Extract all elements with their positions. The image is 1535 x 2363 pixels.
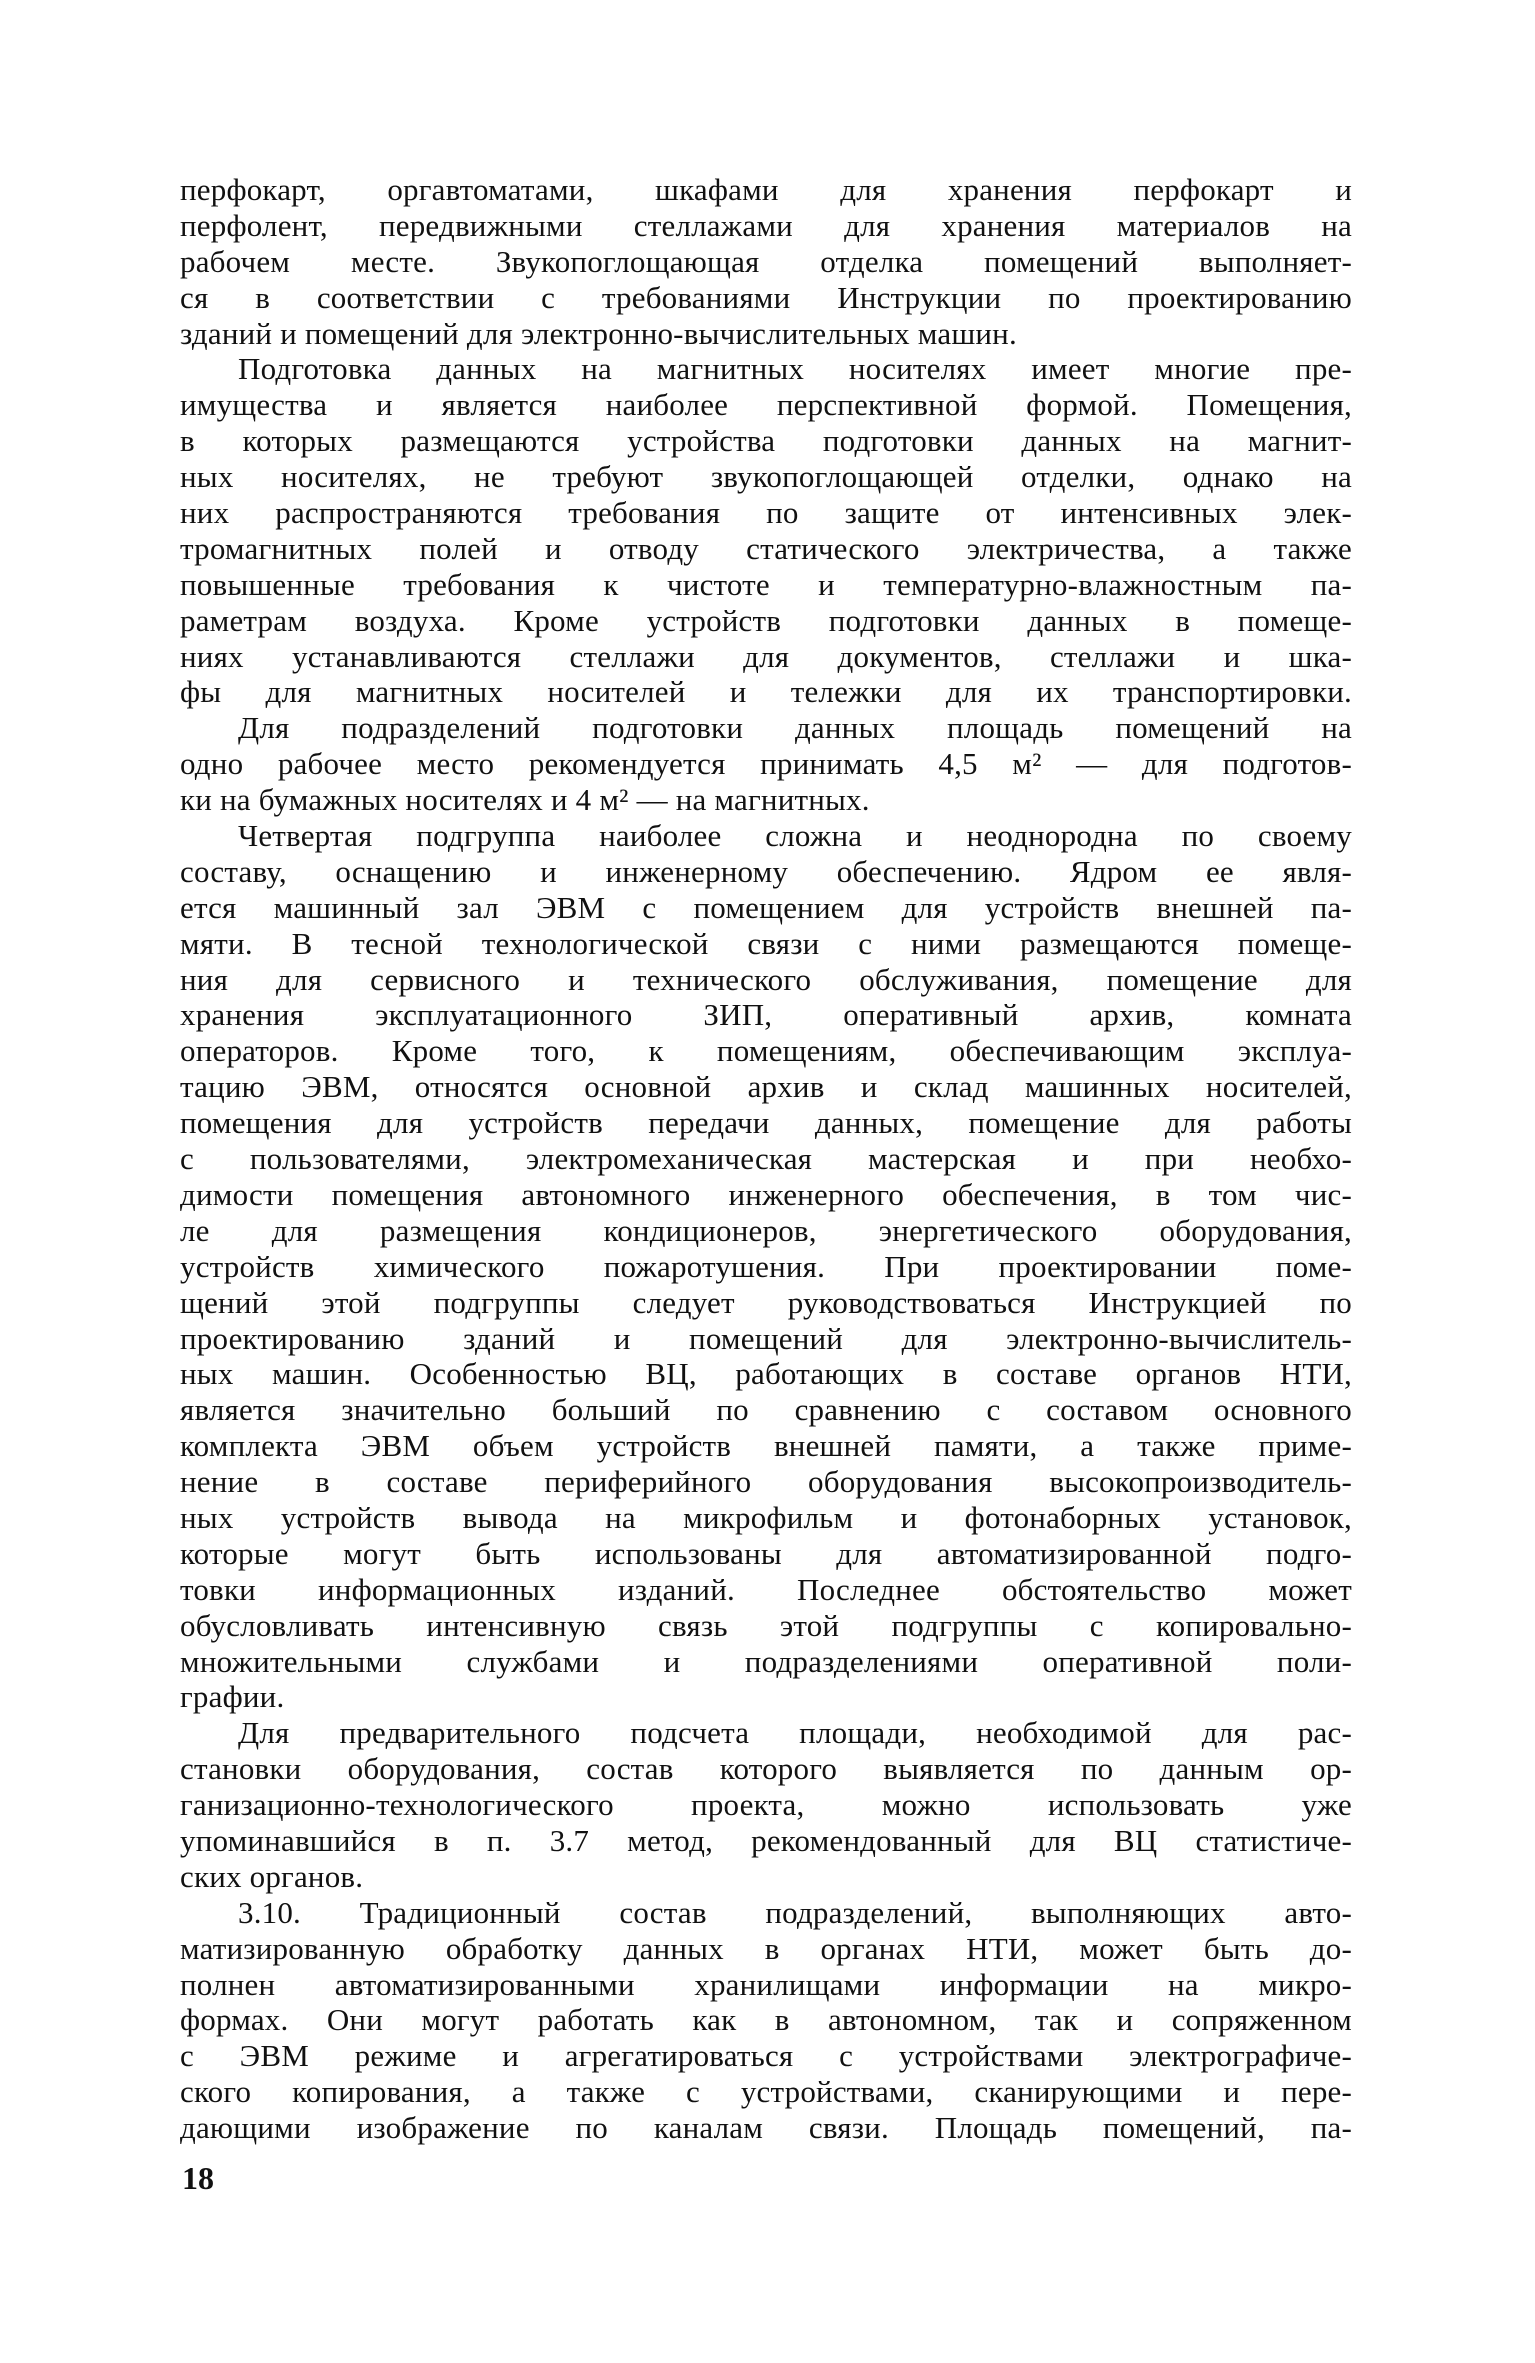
paragraph	[180, 710, 1352, 818]
text-line: тромагнитных полей и отводу статического электричества, а также	[180, 530, 1352, 566]
paragraph	[180, 1715, 1352, 1894]
text-line: графии.	[180, 1679, 285, 1715]
text-line: перфолент, передвижными стеллажами для хранения материалов на	[180, 207, 1352, 243]
text-line: раметрам воздуха. Кроме устройств подготовки данных в помеще-	[180, 602, 1352, 638]
text-line: ся в соответствии с требованиями Инструкции по проектированию	[180, 279, 1352, 315]
paragraph	[180, 172, 1352, 351]
text-line: с пользователями, электромеханическая мастерская и при необхо-	[180, 1141, 1352, 1177]
text-line: в которых размещаются устройства подготовки данных на магнит-	[180, 423, 1352, 459]
paragraph	[180, 351, 1352, 710]
text-line: помещения для устройств передачи данных, помещение для работы	[180, 1105, 1352, 1141]
text-line: ных устройств вывода на микрофильм и фотонаборных установок,	[180, 1499, 1352, 1535]
text-line: формах. Они могут работать как в автономном, так и сопряженном	[180, 2002, 1352, 2038]
text-line: Для подразделений подготовки данных площадь помещений на	[238, 710, 1352, 746]
text-line: рабочем месте. Звукопоглощающая отделка помещений выполняет-	[180, 243, 1352, 279]
text-line: дающими изображение по каналам связи. Площадь помещений, па-	[180, 2110, 1352, 2146]
page-body	[180, 172, 1352, 2146]
text-line: множительными службами и подразделениями оперативной поли-	[180, 1643, 1352, 1679]
text-line: ки на бумажных носителях и 4 м² — на магнитных.	[180, 782, 870, 818]
text-line: них распространяются требования по защите от интенсивных элек-	[180, 495, 1352, 531]
text-line: ниях устанавливаются стеллажи для документов, стеллажи и шка-	[180, 638, 1352, 674]
paragraph	[180, 1895, 1352, 2146]
text-line: матизированную обработку данных в органах НТИ, может быть до-	[180, 1930, 1352, 1966]
text-line: ных машин. Особенностью ВЦ, работающих в составе органов НТИ,	[180, 1356, 1352, 1392]
text-line: ского копирования, а также с устройствами, сканирующими и пере-	[180, 2074, 1352, 2110]
text-line: димости помещения автономного инженерного обеспечения, в том чис-	[180, 1176, 1352, 1212]
text-line: ния для сервисного и технического обслуживания, помещение для	[180, 961, 1352, 997]
text-line: нение в составе периферийного оборудования высокопроизводитель-	[180, 1464, 1352, 1500]
text-line: фы для магнитных носителей и тележки для их транспортировки.	[180, 674, 1352, 710]
text-line: ганизационно-технологического проекта, можно использовать уже	[180, 1787, 1352, 1823]
text-line: 3.10. Традиционный состав подразделений, выполняющих авто-	[238, 1894, 1352, 1930]
text-line: которые могут быть использованы для автоматизированной подго-	[180, 1535, 1352, 1571]
text-line: тацию ЭВМ, относятся основной архив и склад машинных носителей,	[180, 1069, 1352, 1105]
text-line: устройств химического пожаротушения. При проектировании поме-	[180, 1248, 1352, 1284]
text-line: полнен автоматизированными хранилищами информации на микро-	[180, 1966, 1352, 2002]
text-line: является значительно больший по сравнению с составом основного	[180, 1392, 1352, 1428]
text-line: становки оборудования, состав которого выявляется по данным ор-	[180, 1751, 1352, 1787]
text-line: имущества и является наиболее перспективной формой. Помещения,	[180, 387, 1352, 423]
text-line: Для предварительного подсчета площади, необходимой для рас-	[238, 1715, 1352, 1751]
text-line: повышенные требования к чистоте и температурно-влажностным па-	[180, 566, 1352, 602]
text-line: щений этой подгруппы следует руководствоваться Инструкцией по	[180, 1284, 1352, 1320]
text-line: ных носителях, не требуют звукопоглощающей отделки, однако на	[180, 459, 1352, 495]
text-line: составу, оснащению и инженерному обеспечению. Ядром ее явля-	[180, 853, 1352, 889]
text-line: хранения эксплуатационного ЗИП, оперативный архив, комната	[180, 997, 1352, 1033]
text-line: ских органов.	[180, 1858, 364, 1894]
text-line: обусловливать интенсивную связь этой подгруппы с копировально-	[180, 1607, 1352, 1643]
paragraph	[180, 818, 1352, 1715]
text-line: перфокарт, оргавтоматами, шкафами для хранения перфокарт и	[180, 172, 1352, 207]
text-line: комплекта ЭВМ объем устройств внешней памяти, а также приме-	[180, 1428, 1352, 1464]
text-line: товки информационных изданий. Последнее обстоятельство может	[180, 1571, 1352, 1607]
text-line: Подготовка данных на магнитных носителях имеет многие пре-	[238, 351, 1352, 387]
text-line: упоминавшийся в п. 3.7 метод, рекомендованный для ВЦ статистиче-	[180, 1822, 1352, 1858]
text-line: проектированию зданий и помещений для электронно-вычислитель-	[180, 1320, 1352, 1356]
text-line: Четвертая подгруппа наиболее сложна и неоднородна по своему	[238, 818, 1352, 854]
text-line: одно рабочее место рекомендуется принимать 4,5 м² — для подготов-	[180, 746, 1352, 782]
text-line: ле для размещения кондиционеров, энергетического оборудования,	[180, 1212, 1352, 1248]
text-line: операторов. Кроме того, к помещениям, обеспечивающим эксплуа-	[180, 1033, 1352, 1069]
text-line: с ЭВМ режиме и агрегатироваться с устройствами электрографиче-	[180, 2038, 1352, 2074]
text-line: ется машинный зал ЭВМ с помещением для устройств внешней па-	[180, 889, 1352, 925]
text-line: зданий и помещений для электронно-вычислительных машин.	[180, 315, 1017, 351]
page-number: 18	[182, 2160, 214, 2196]
text-line: мяти. В тесной технологической связи с ними размещаются помеще-	[180, 925, 1352, 961]
